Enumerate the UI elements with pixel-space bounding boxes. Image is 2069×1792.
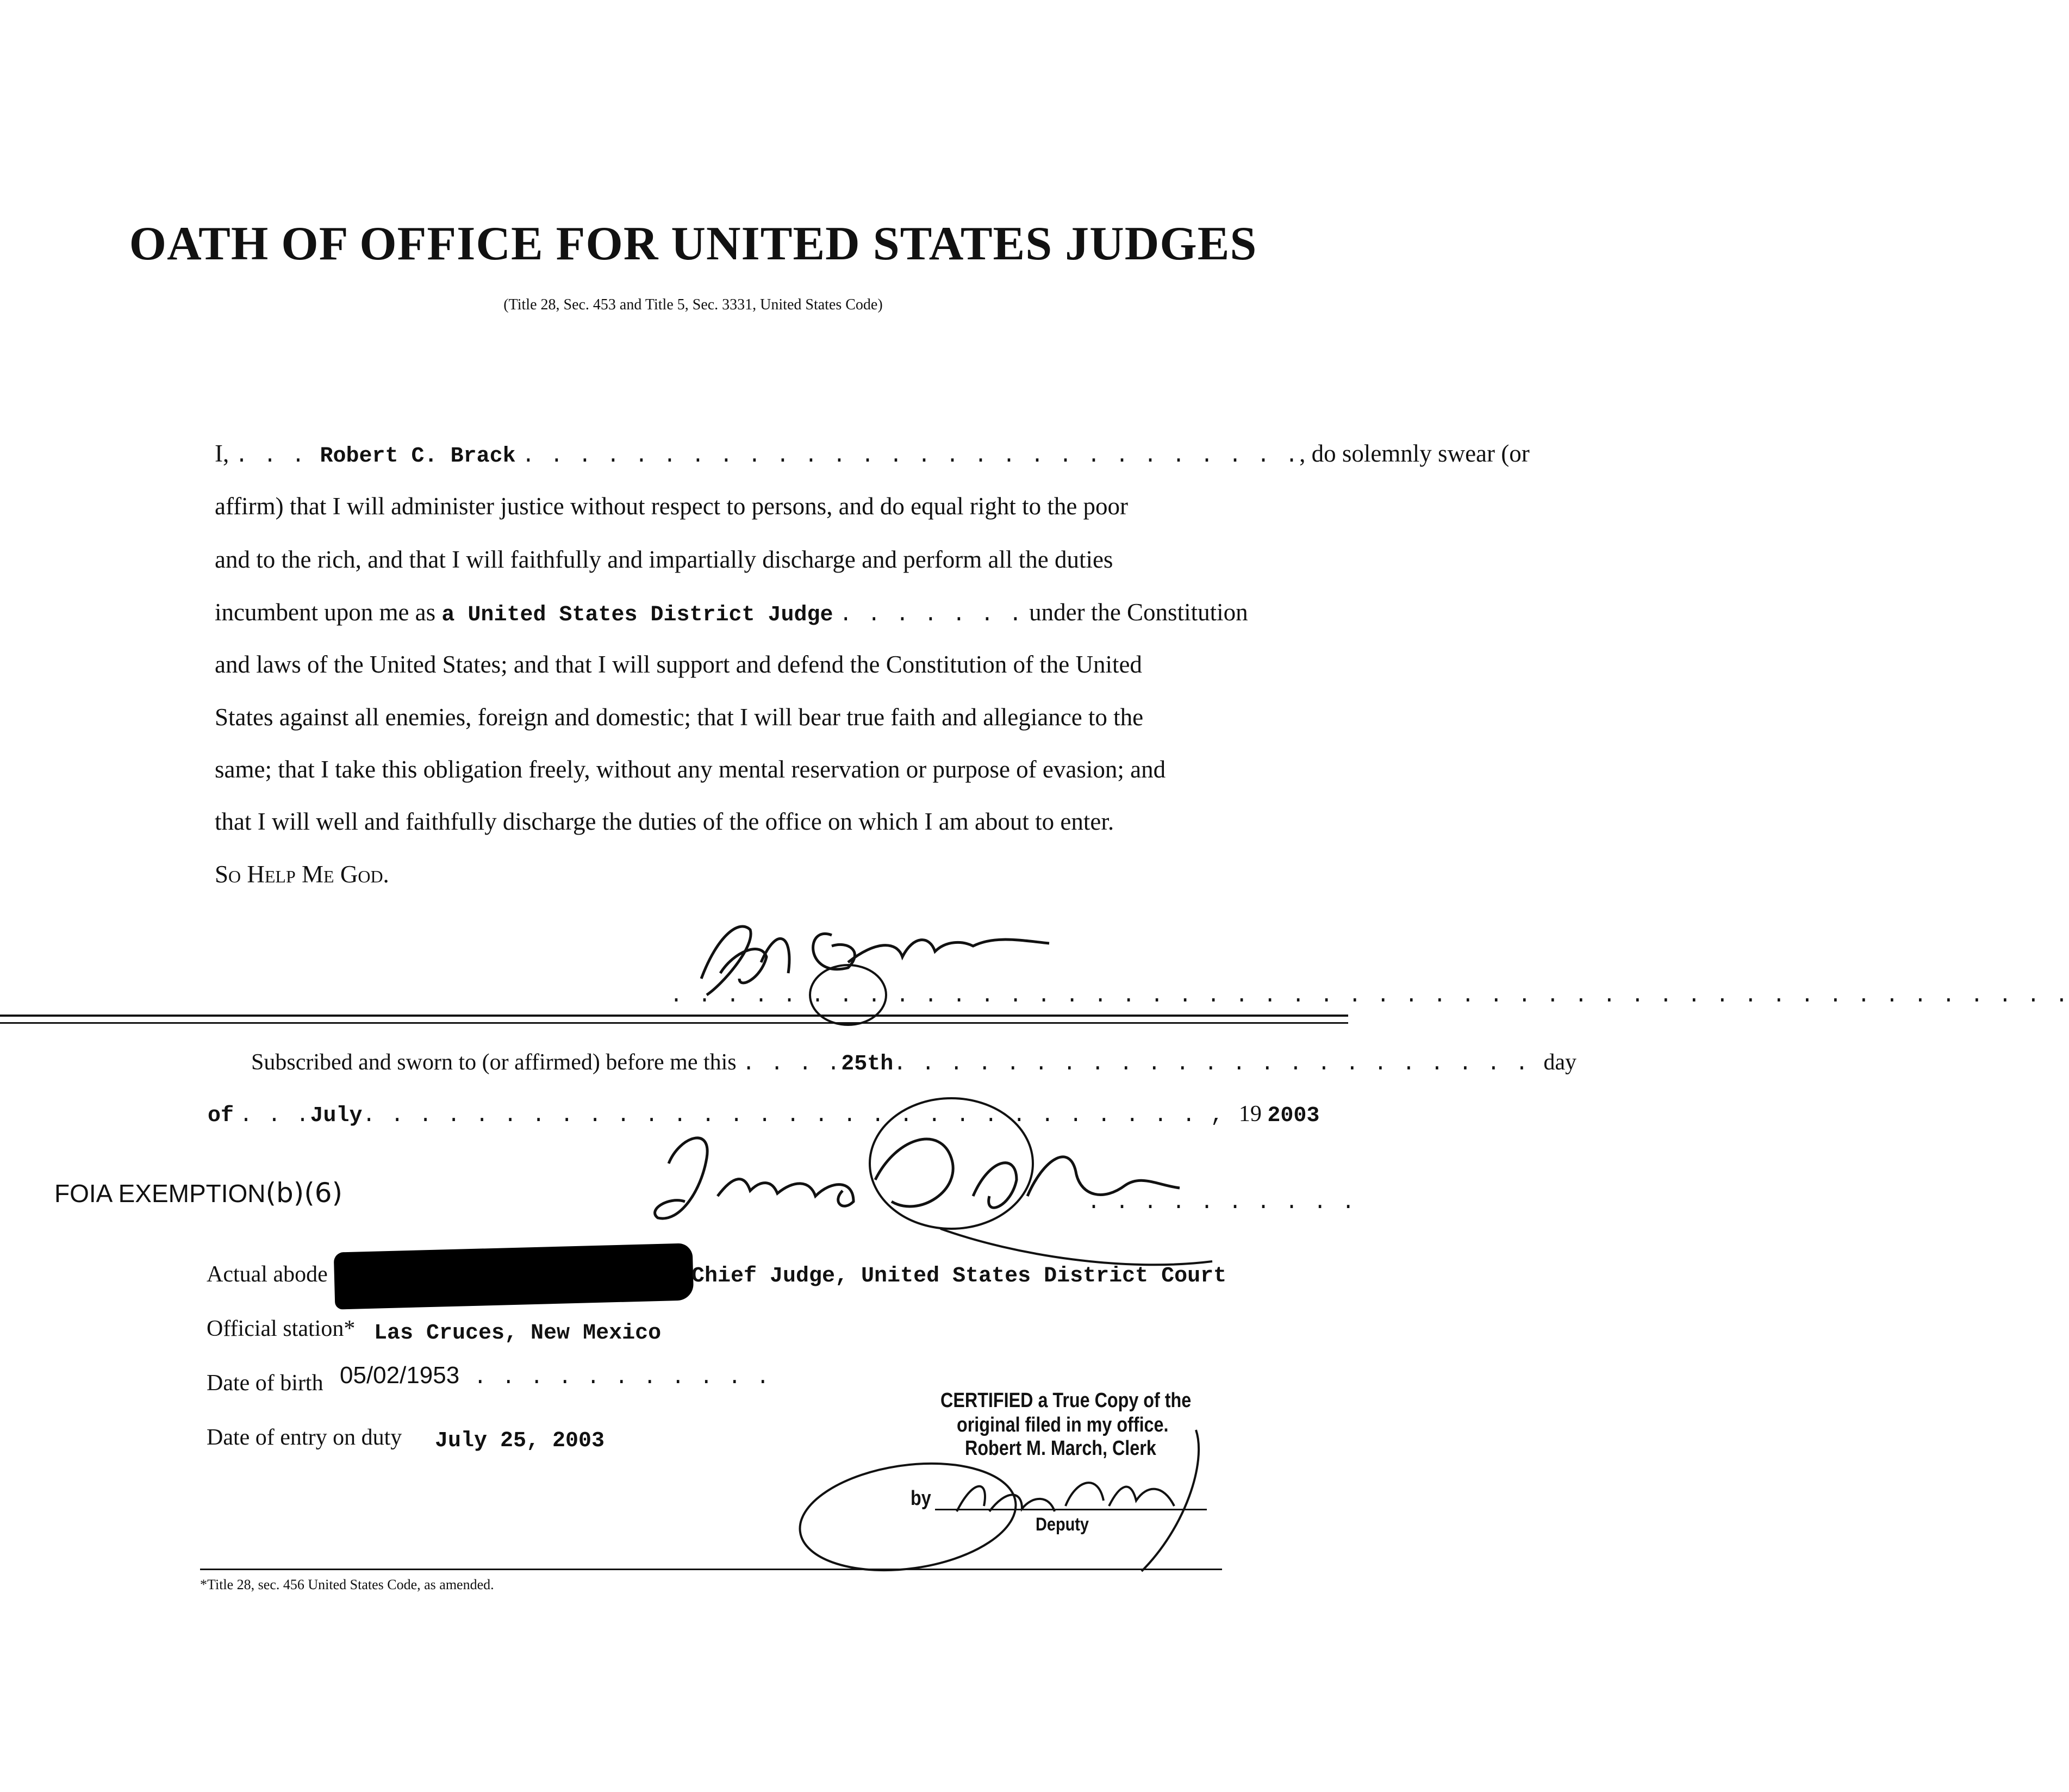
birth-value: 05/02/1953 xyxy=(340,1362,460,1389)
oath-line-2: affirm) that I will administer justice without respect to persons, and do equal right to the poor xyxy=(215,493,1129,520)
oath-line4-head: incumbent upon me as xyxy=(215,599,436,626)
footnote: *Title 28, sec. 456 United States Code, as amended. xyxy=(200,1577,494,1592)
oath-line4-tail: under the Constitution xyxy=(1029,599,1248,626)
abode-label: Actual abode xyxy=(207,1262,328,1287)
page-title: OATH OF OFFICE FOR UNITED STATES JUDGES xyxy=(129,217,1257,270)
oath-line-4: incumbent upon me as a United States District Judge . . . . . . . under the Constitution xyxy=(215,599,1248,627)
sworn-of-label: of xyxy=(208,1104,234,1128)
foia-label: FOIA EXEMPTION xyxy=(54,1179,266,1208)
sworn-century: 19 xyxy=(1238,1102,1262,1127)
redaction-block xyxy=(334,1243,694,1309)
judge-signature-image xyxy=(636,1093,1212,1272)
certified-by-label: by xyxy=(911,1487,931,1510)
foia-exemption xyxy=(54,1177,342,1209)
birth-label: Date of birth xyxy=(207,1371,323,1396)
affiant-signature-line: . . . . . . . . . . . . . . . . . . . . . . . . . . . . . . . . . . . . . . . . . . . . . . . . . . xyxy=(670,984,2069,1009)
oath-line1-tail: , do solemnly swear (or xyxy=(1299,440,1530,467)
station-label: Official station* xyxy=(207,1316,356,1341)
sworn-day-value: 25th xyxy=(841,1052,894,1077)
section-divider-bottom xyxy=(0,1022,1348,1024)
sworn-lead: Subscribed and sworn to (or affirmed) before me this xyxy=(251,1050,737,1075)
birth-field: 05/02/1953 . . . . . . . . . . . xyxy=(340,1362,771,1390)
sworn-year-value: 2003 xyxy=(1267,1104,1320,1128)
foia-code: (b)(6) xyxy=(265,1177,343,1209)
sworn-day-label: day xyxy=(1543,1050,1577,1075)
oath-office: a United States District Judge xyxy=(441,603,833,627)
oath-name: Robert C. Brack xyxy=(320,444,516,469)
entry-label: Date of entry on duty xyxy=(207,1425,402,1450)
sworn-officer-title: Chief Judge, United States District Court xyxy=(691,1264,1227,1289)
certified-line-2: original filed in my office. xyxy=(957,1414,1169,1436)
deputy-signature-image xyxy=(794,1419,1223,1582)
certified-line-1: CERTIFIED a True Copy of the xyxy=(940,1389,1192,1412)
oath-line-3: and to the rich, and that I will faithfully and impartially discharge and perform all the duties xyxy=(215,546,1113,573)
section-divider-top xyxy=(0,1015,1348,1017)
oath-line-1: I, . . . Robert C. Brack . . . . . . . . . . . . . . . . . . . . . . . . . . . ., do solemnly swear (or xyxy=(215,440,1530,469)
certified-deputy-label: Deputy xyxy=(1036,1514,1089,1535)
certified-line-3: Robert M. March, Clerk xyxy=(965,1437,1156,1460)
oath-closing: So Help Me God. xyxy=(215,861,389,888)
oath-line-7: same; that I take this obligation freely, without any mental reservation or purpose of evasion; and xyxy=(215,756,1166,783)
page-subtitle: (Title 28, Sec. 453 and Title 5, Sec. 3331, United States Code) xyxy=(503,296,883,313)
sworn-line-2: of . . .July. . . . . . . . . . . . . . . . . . . . . . . . . . . . . . , 19 2003 xyxy=(208,1102,1320,1128)
station-value: Las Cruces, New Mexico xyxy=(374,1321,662,1346)
entry-value: July 25, 2003 xyxy=(435,1429,605,1453)
oath-line-6: States against all enemies, foreign and domestic; that I will bear true faith and allegiance to the xyxy=(215,704,1144,731)
footnote-rule xyxy=(200,1569,1222,1570)
oath-line-8: that I will well and faithfully discharge the duties of the office on which I am about to enter. xyxy=(215,808,1114,835)
sworn-line-1: Subscribed and sworn to (or affirmed) before me this . . . .25th. . . . . . . . . . . . . . . . . . . . . . . day xyxy=(251,1050,1577,1077)
sworn-month-value: July xyxy=(310,1104,363,1128)
oath-line-5: and laws of the United States; and that I will support and defend the Constitution of the United xyxy=(215,651,1142,678)
affiant-signature-image xyxy=(669,903,1093,1028)
oath-pronoun: I, xyxy=(215,440,229,467)
judge-signature-line: . . . . . . . . . . xyxy=(1087,1191,1356,1215)
